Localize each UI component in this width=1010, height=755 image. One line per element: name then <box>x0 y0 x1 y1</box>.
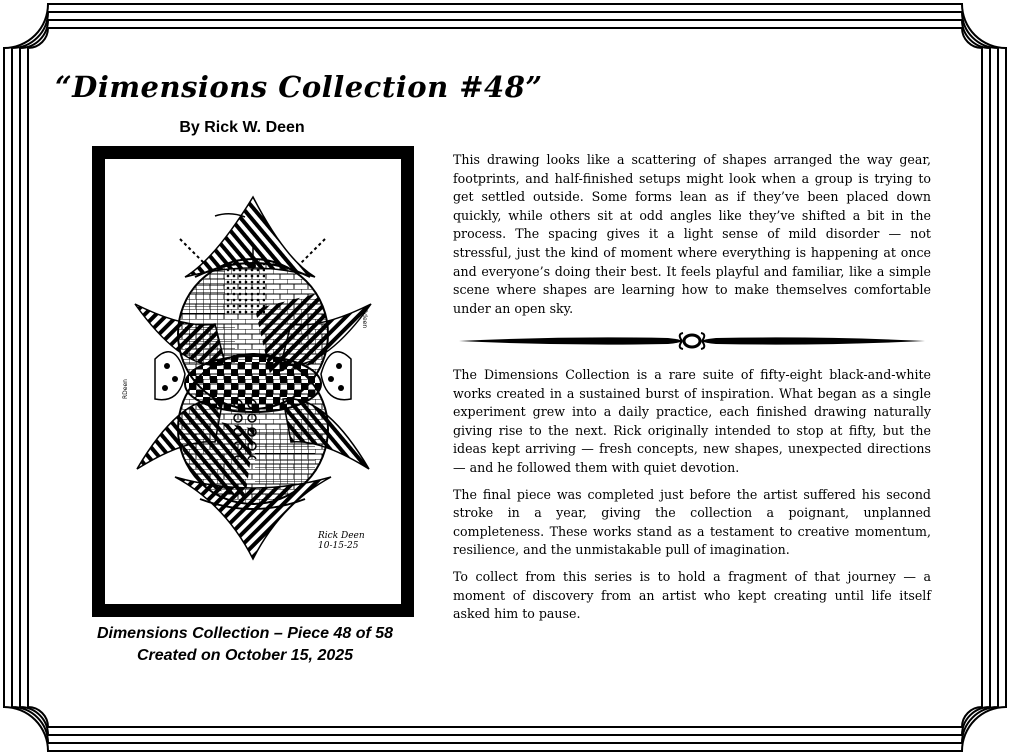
svg-text:RDeen: RDeen <box>122 379 129 399</box>
signature-name: Rick Deen <box>318 531 365 541</box>
artist-byline: By Rick W. Deen <box>179 119 305 136</box>
description-paragraph-3: The final piece was completed just before the artist suffered his second stroke in a year, giving the collection a poignant, unplanned completeness. These works stand as a testament to creative momentum, resilience, and the unmistakable pull of imagination. <box>453 486 931 558</box>
artwork-caption-date: Created on October 15, 2025 <box>136 647 354 664</box>
artwork-canvas <box>105 159 401 604</box>
artwork-signature <box>318 531 365 551</box>
description-paragraph-2: The Dimensions Collection is a rare suite of fifty-eight black-and-white works created in a sustained burst of inspiration. What began as a single experiment grew into a daily practice, each finished drawing naturally giving rise to the next. Rick originally intended to stop at fifty, but the ideas kept arriving — fresh concepts, new shapes, unexpected directions — and he followed them with quiet devotion. <box>453 367 931 475</box>
artwork-frame <box>92 146 414 617</box>
description-column <box>453 151 931 632</box>
svg-text:Rdeen: Rdeen <box>361 309 368 329</box>
description-paragraph-1: This drawing looks like a scattering of shapes arranged the way gear, footprints, and half-finished setups might look when a group is trying to get settled outside. Some forms lean as if they’ve been placed down quickly, while others sit at odd angles like they’ve shifted a bit in the process. The spacing gives it a light sense of mild disorder — not stressful, just the kind of moment where everything is happening at once and everyone’s doing their best. It feels playful and familiar, like a simple scene where shapes are learning how to make themselves comfortable under an open sky. <box>453 152 931 316</box>
artwork-caption-title: Dimensions Collection – Piece 48 of 58 <box>96 625 394 642</box>
description-paragraph-4: To collect from this series is to hold a fragment of that journey — a moment of discovery from an artist who kept creating until life itself asked him to pause. <box>453 568 931 622</box>
page-title: “Dimensions Collection #48” <box>55 70 543 104</box>
signature-date: 10-15-25 <box>318 541 359 551</box>
ornamental-divider <box>453 330 931 352</box>
